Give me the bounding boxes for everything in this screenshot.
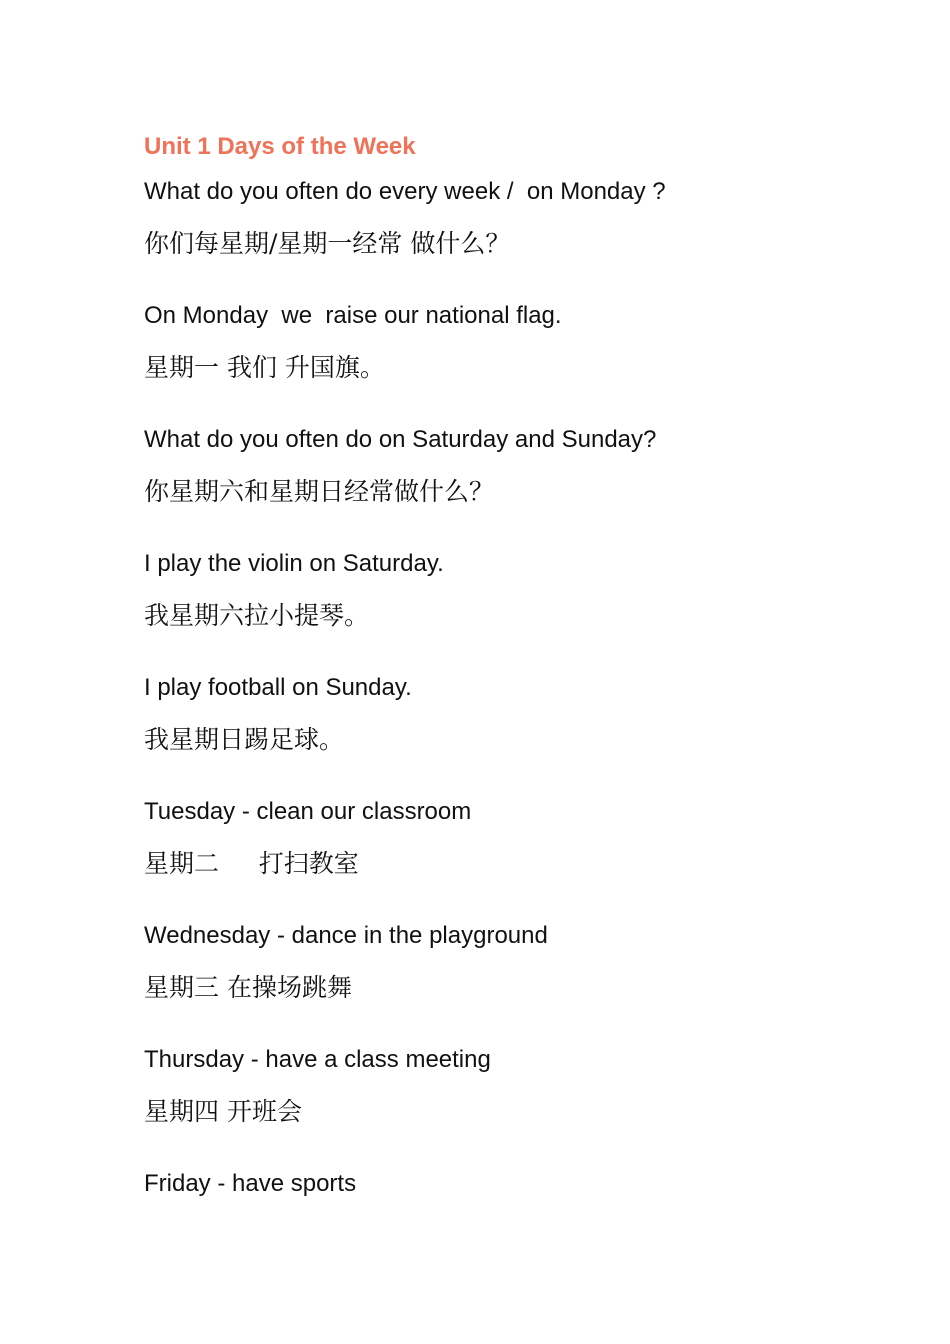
chinese-line: 我星期六拉小提琴。 [144, 601, 370, 630]
chinese-line: 星期三 在操场跳舞 [144, 973, 352, 1002]
english-line: Wednesday - dance in the playground [144, 922, 548, 949]
spacer [144, 270, 844, 290]
english-line: I play the violin on Saturday. [144, 550, 444, 577]
unit-title: Unit 1 Days of the Week [144, 133, 416, 160]
chinese-line: 星期二 打扫教室 [144, 849, 359, 878]
phrase-pair [144, 662, 844, 766]
spacer [144, 1014, 844, 1034]
spacer [144, 394, 844, 414]
english-line: Tuesday - clean our classroom [144, 798, 472, 825]
english-line: What do you often do every week / on Monday ? [144, 178, 666, 205]
phrase-pair [144, 1158, 844, 1210]
chinese-line: 你星期六和星期日经常做什么？ [144, 477, 495, 506]
english-line: What do you often do on Saturday and Sunday? [144, 426, 657, 453]
spacer [144, 642, 844, 662]
spacer [144, 766, 844, 786]
english-line: On Monday we raise our national flag. [144, 302, 562, 329]
chinese-line: 星期一 我们 升国旗。 [144, 353, 385, 382]
spacer [144, 1138, 844, 1158]
english-line: Thursday - have a class meeting [144, 1046, 491, 1073]
english-line: I play football on Sunday. [144, 674, 412, 701]
phrase-pair [144, 290, 844, 394]
spacer [144, 518, 844, 538]
phrase-pair [144, 538, 844, 642]
phrase-pair [144, 414, 844, 518]
spacer [144, 890, 844, 910]
phrase-pair [144, 910, 844, 1014]
document-content [144, 128, 844, 1210]
phrase-pair [144, 786, 844, 890]
english-line: Friday - have sports [144, 1170, 357, 1197]
chinese-line: 我星期日踢足球。 [144, 725, 345, 754]
chinese-line: 你们每星期/星期一经常 做什么？ [144, 229, 511, 258]
phrase-pair [144, 166, 844, 270]
chinese-line: 星期四 开班会 [144, 1097, 302, 1126]
phrase-pair [144, 1034, 844, 1138]
